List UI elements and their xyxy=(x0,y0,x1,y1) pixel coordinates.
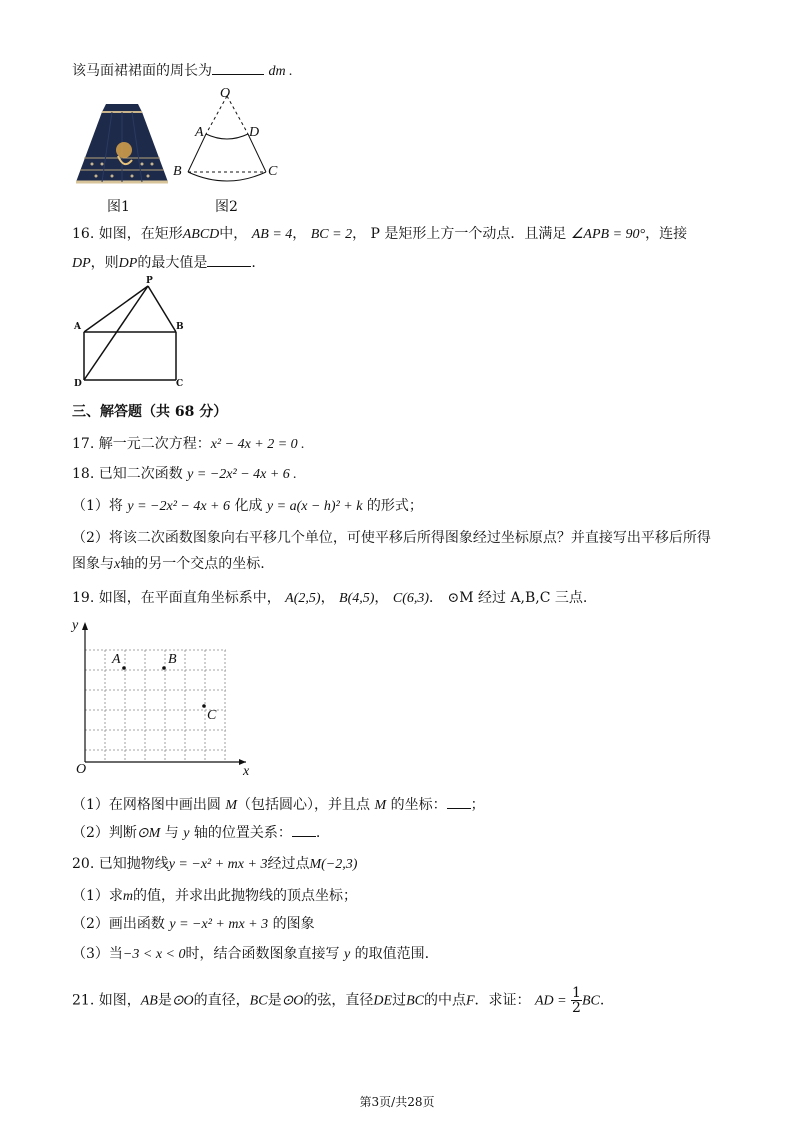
q16-line2: DP，则DP的最大值是 . xyxy=(72,252,256,274)
skirt-image xyxy=(72,100,172,192)
axis-x-label: x xyxy=(243,764,250,779)
q20-part1: （1）求m的值，并求出此抛物线的顶点坐标； xyxy=(72,888,358,904)
answer-blank xyxy=(212,60,264,75)
q20: 20. 已知抛物线y = −x² + mx + 3经过点M(−2,3) xyxy=(72,856,358,872)
point-C: C xyxy=(176,379,184,389)
section-title: 三、解答题（共 68 分） xyxy=(72,404,228,420)
answer-blank xyxy=(292,822,316,837)
rectangle-diagram xyxy=(72,276,192,390)
axis-y-label: y xyxy=(72,618,79,633)
point-C-dot xyxy=(202,704,206,708)
q19-part1: （1）在网格图中画出圆 M（包括圆心），并且点 M 的坐标： ； xyxy=(72,794,485,816)
origin-label: O xyxy=(76,762,87,777)
point-O: O xyxy=(220,86,231,101)
point-A: A xyxy=(195,125,204,140)
q18: 18. 已知二次函数 y = −2x² − 4x + 6 . xyxy=(72,466,297,482)
point-C: C xyxy=(268,164,278,179)
fig2-label: 图2 xyxy=(215,199,238,215)
q18-part2-line2: 图象与x轴的另一个交点的坐标. xyxy=(72,556,265,572)
page-footer: 第3页/共28页 xyxy=(359,1095,435,1109)
fraction-one-half: $\frac{1}{2}$ xyxy=(572,985,581,1016)
point-B: B xyxy=(176,322,184,332)
q17: 17. 解一元二次方程：x² − 4x + 2 = 0 . xyxy=(72,436,305,452)
point-B: B xyxy=(173,164,182,179)
q18-part2-line1: （2）将该二次函数图象向右平移几个单位，可使平移后所得图象经过坐标原点？并直接写出平移后所得 xyxy=(72,530,711,546)
q19: 19. 如图，在平面直角坐标系中， A(2,5)， B(4,5)， C(6,3)． ⊙M 经过 A,B,C 三点. xyxy=(72,590,588,606)
grid-label-B: B xyxy=(168,652,177,667)
point-A: A xyxy=(74,322,81,332)
q20-part3: （3）当−3 < x < 0时，结合函数图象直接写 y 的取值范围. xyxy=(72,946,430,962)
answer-blank xyxy=(447,794,471,809)
fig1-label: 图1 xyxy=(107,199,130,215)
q19-part2: （2）判断⊙M 与 y 轴的位置关系： . xyxy=(72,822,320,844)
point-D: D xyxy=(249,125,260,140)
coordinate-grid xyxy=(70,618,260,782)
grid-label-C: C xyxy=(207,708,217,723)
q16-line1: 16. 如图，在矩形ABCD中， AB = 4， BC = 2， P 是矩形上方一个动点．且满足 ∠APB = 90°，连接 xyxy=(72,226,688,242)
point-B-dot xyxy=(162,666,166,670)
grid-label-A: A xyxy=(112,652,121,667)
q18-part1: （1）将 y = −2x² − 4x + 6 化成 y = a(x − h)² + k 的形式； xyxy=(72,498,423,514)
q20-part2: （2）画出函数 y = −x² + mx + 3 的图象 xyxy=(72,916,315,932)
point-D: D xyxy=(74,379,82,389)
q21: 21. 如图，AB是⊙O的直径，BC是⊙O的弦，直径DE过BC的中点F．求证： AD = $\frac{1}{2}$ BC. xyxy=(72,985,605,1016)
point-A-dot xyxy=(122,666,126,670)
point-P: P xyxy=(146,276,153,286)
answer-blank xyxy=(207,252,251,267)
q15-tail-line: 该马面裙裙面的周长为 dm . xyxy=(72,60,293,82)
